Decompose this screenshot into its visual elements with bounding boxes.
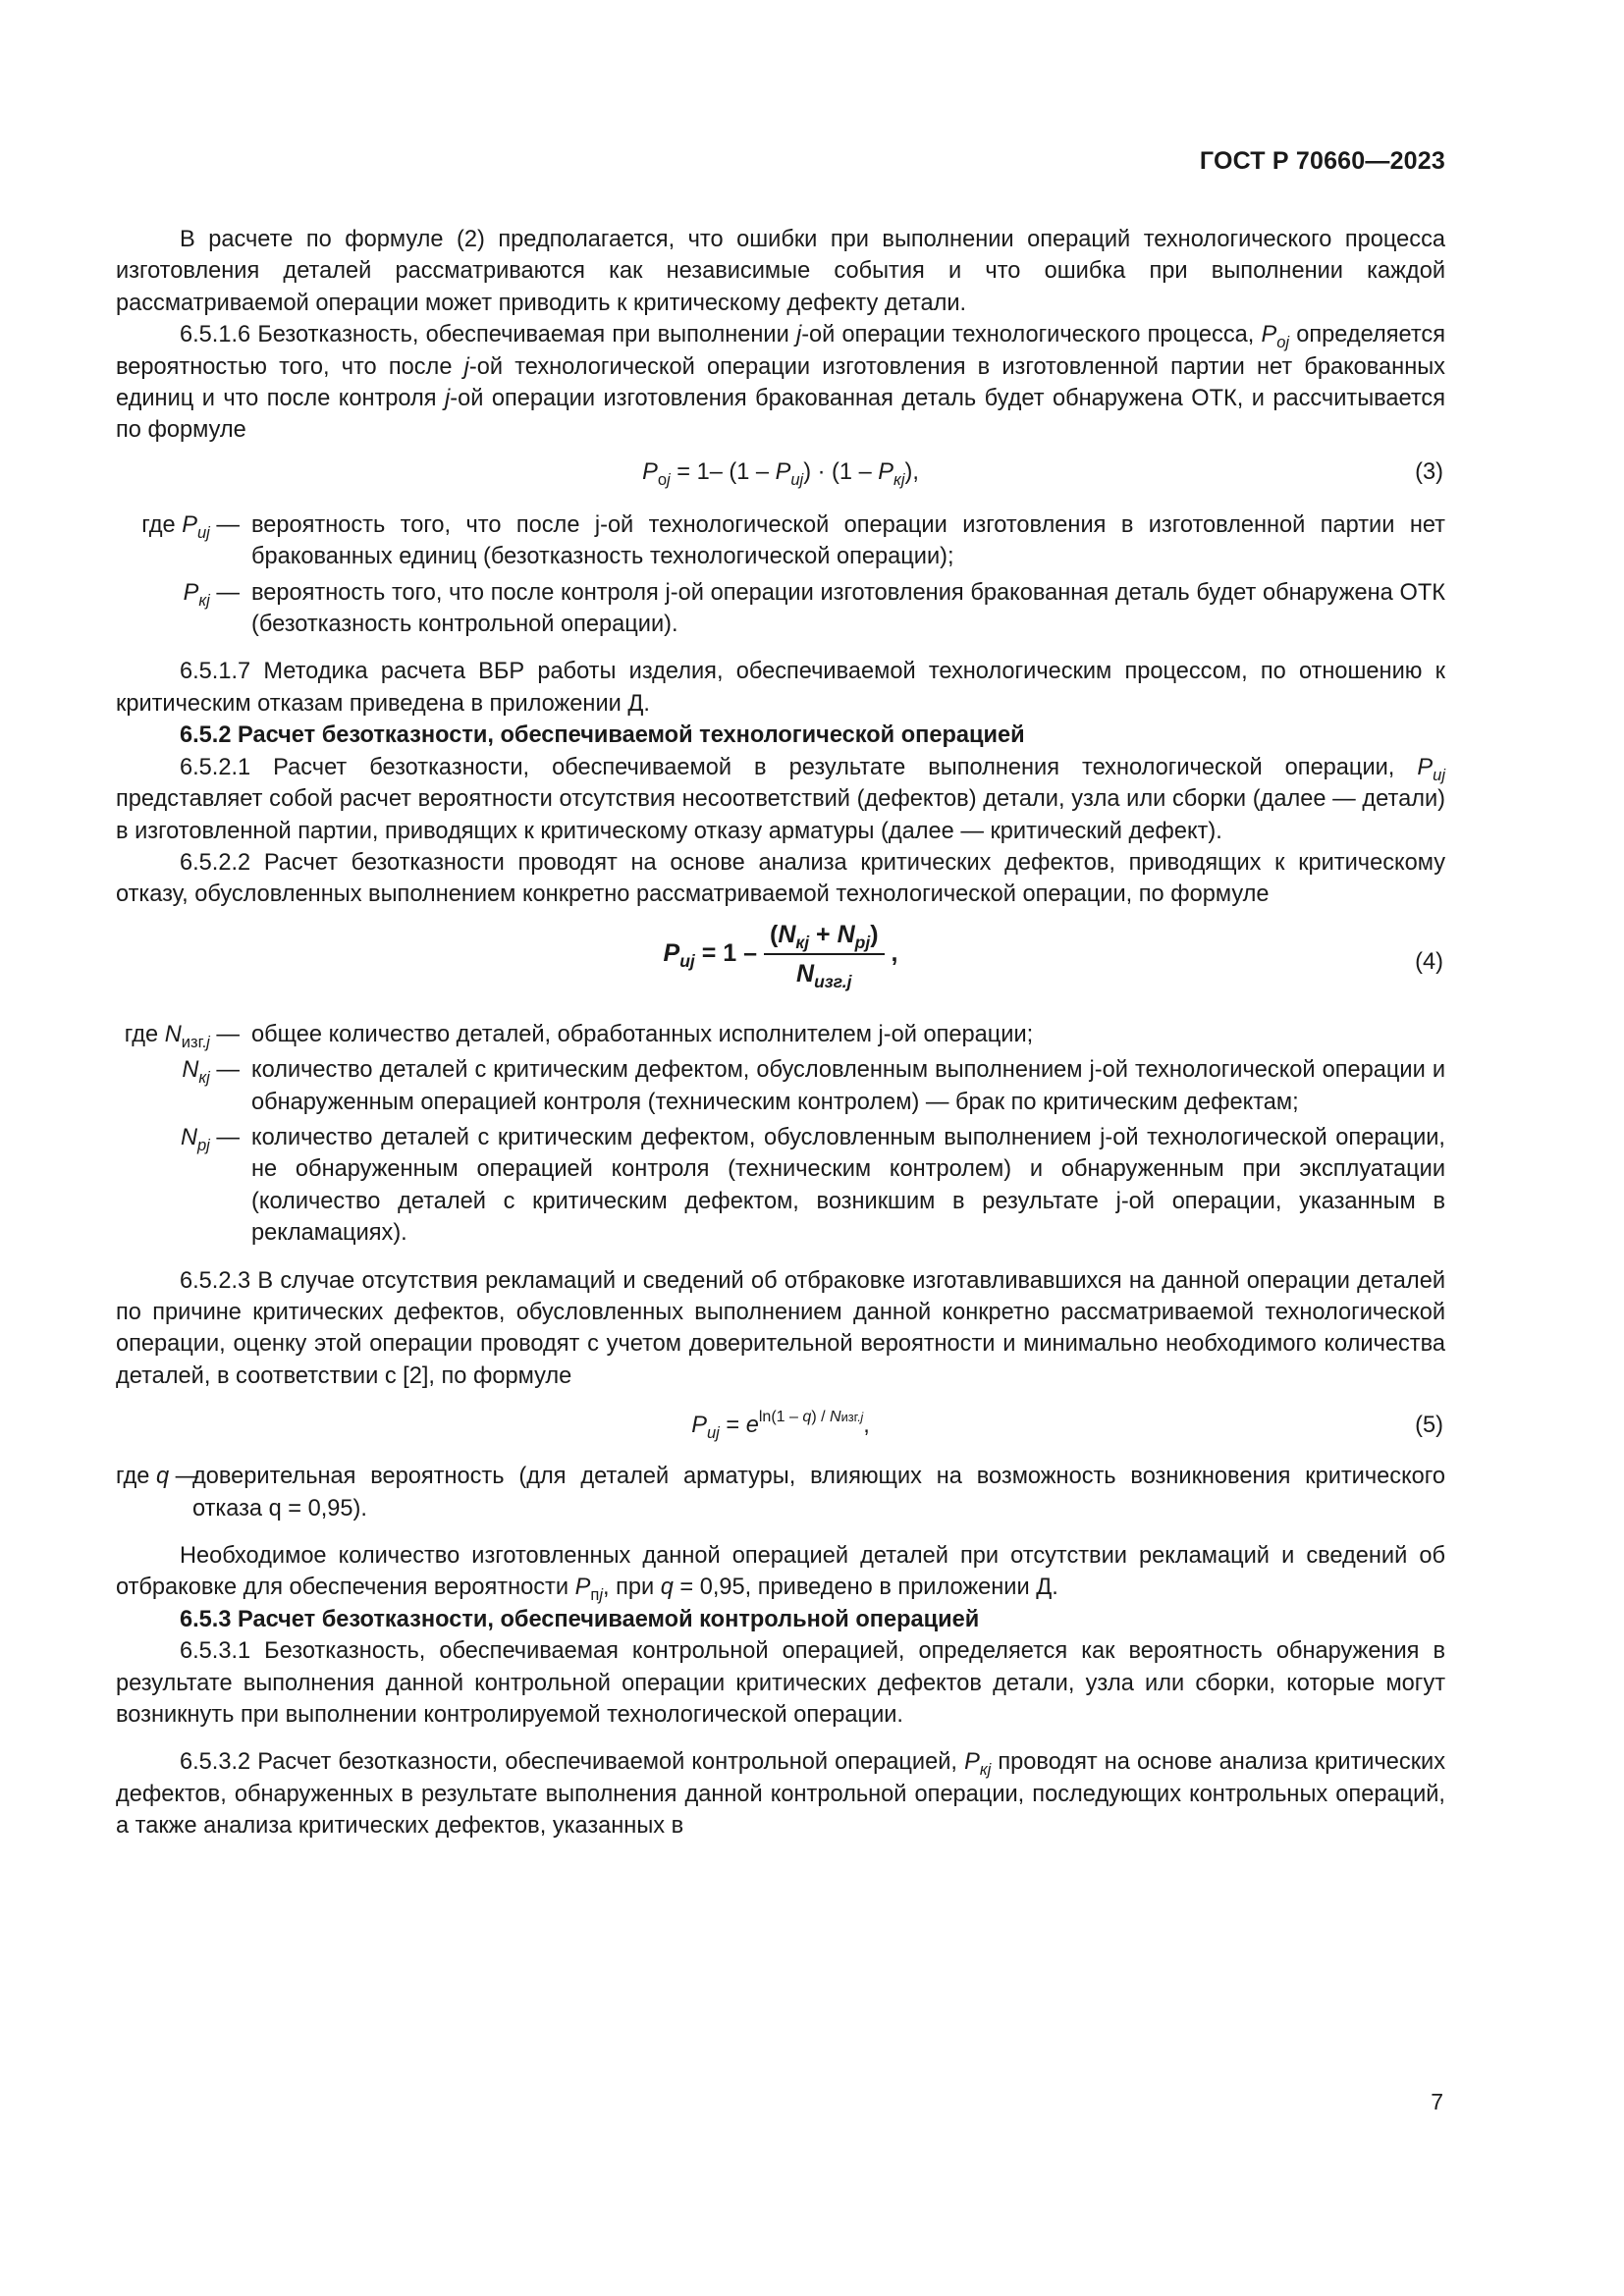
page-number: 7: [1431, 2089, 1443, 2114]
definition-item: $N_{pj}$ — количество деталей с критическим дефектом, обусловленным выполнением j-ой технологической операции, не обнаруженным операцией контроля (техническим контролем) и обнаруженным при эксплуатации (количество деталей с критическим дефектом, возникшим в результате j-ой операции, указанным в рекламациях).: [180, 1124, 1445, 1247]
formula-5-definitions: [116, 1461, 1445, 1524]
section-heading-6-5-3: 6.5.3 Расчет безотказности, обеспечиваемой контрольной операцией: [180, 1606, 980, 1632]
section-heading-6-5-2: 6.5.2 Расчет безотказности, обеспечиваемой технологической операцией: [180, 722, 1025, 749]
definition-item: $P_{кj}$ — вероятность того, что после контроля j-ой операции изготовления бракованная деталь будет обнаружена ОТК (безотказность контрольной операции).: [183, 579, 1445, 638]
formula-3-number: (3): [1415, 458, 1443, 485]
definition-item: $N_{кj}$ — количество деталей с критическим дефектом, обусловленным выполнением j-ой технологической операции и обнаруженным операцией контроля (техническим контролем) — брак по критическим дефектам;: [182, 1057, 1445, 1115]
formula-3-definitions: [116, 509, 1445, 641]
document-header: ГОСТ Р 70660—2023: [1199, 147, 1445, 175]
paragraph-6-5-1-7: 6.5.1.7 Методика расчета ВБР работы изделия, обеспечиваемой технологическим процессом, по отношению к критическим отказам приведена в приложении Д.: [116, 659, 1445, 717]
formula-5-expression: $P_{иj} = e^{ln(1 - q) / Nизг.j}$,: [691, 1408, 870, 1443]
formula-4-number: (4): [1415, 948, 1443, 975]
formula-4-expression: $P_{иj} = 1$ – $\frac{(N_{кj} + N_{pj})}{N_{изг.j}}$ ,: [663, 920, 898, 992]
paragraph-6-5-2-1: 6.5.2.1 Расчет безотказности, обеспечиваемой в результате выполнения технологической операции, $P_{иj}$ представляет собой расчет вероятности отсутствия несоответствий (дефектов) детали, узла или сборки (далее — детали) в изготовленной партии, приводящих к критическому отказу арматуры (далее — критический дефект).: [116, 754, 1445, 844]
paragraph: В расчете по формуле (2) предполагается, что ошибки при выполнении операций технологического процесса изготовления деталей рассматриваются как независимые события и что ошибка при выполнении каждой рассматриваемой операции может приводить к критическому дефекту детали.: [116, 227, 1445, 316]
formula-5-number: (5): [1415, 1413, 1443, 1439]
formula-5: [116, 1392, 1445, 1451]
formula-3-expression: $P_{oj} = 1-$ $(1 - P_{иj}) \cdot (1 - P_{кj})$,: [642, 458, 919, 489]
formula-3: [116, 447, 1445, 500]
paragraph-6-5-2-3: 6.5.2.3 В случае отсутствия рекламаций и сведений об отбраковке изготавливавшихся на данной операции деталей по причине критических дефектов, обусловленных выполнением данной конкретно рассматриваемой технологической операции, оценку этой операции проводят с учетом доверительной вероятности и минимально необходимого количества деталей, в соответствии с [2], по формуле: [116, 1267, 1445, 1389]
definition-item: где $P_{иj}$ — вероятность того, что после j-ой технологической операции изготовления в изготовленной партии нет бракованных единиц (безотказность технологической операции);: [141, 511, 1445, 570]
definition-item: где $N_{изг.j}$ — общее количество деталей, обработанных исполнителем j-ой операции;: [124, 1021, 1034, 1051]
paragraph-6-5-2-2: 6.5.2.2 Расчет безотказности проводят на основе анализа критических дефектов, приводящих к критическому отказу, обусловленных выполнением конкретно рассматриваемой технологической операции, по формуле: [116, 849, 1445, 908]
paragraph-6-5-3-1: 6.5.3.1 Безотказность, обеспечиваемая контрольной операцией, определяется как вероятность обнаружения в результате выполнения данной контрольной операции критических дефектов детали, узла или сборки, которые могут возникнуть при выполнении контролируемой технологической операции.: [116, 1638, 1445, 1729]
formula-4-definitions: [116, 1019, 1445, 1250]
paragraph-6-5-3-2: 6.5.3.2 Расчет безотказности, обеспечиваемой контрольной операцией, $P_{кj}$ проводят на основе анализа критических дефектов, обнаруженных в результате выполнения данной контрольной операции, последующих контрольных операций, а также анализа критических дефектов, указанных в: [116, 1749, 1445, 1840]
paragraph: Необходимое количество изготовленных данной операцией деталей при отсутствии рекламаций и сведений об отбраковке для обеспечения вероятности $P_{пj}$, при q = 0,95, приведено в приложении Д.: [116, 1543, 1445, 1605]
definition-item: где q — доверительная вероятность (для деталей арматуры, влияющих на возможность возникновения критического отказа q = 0,95).: [116, 1464, 1445, 1522]
content: [116, 224, 1445, 1842]
formula-4: [116, 911, 1445, 1009]
paragraph-6-5-1-6: 6.5.1.6 Безотказность, обеспечиваемая при выполнении j-ой операции технологического процесса, $P_{oj}$ определяется вероятностью того, что после j-ой технологической операции изготовления в изготовленной партии нет бракованных единиц и что после контроля j-ой операции изготовления бракованная деталь будет обнаружена ОТК, и рассчитывается по формуле: [116, 322, 1446, 444]
